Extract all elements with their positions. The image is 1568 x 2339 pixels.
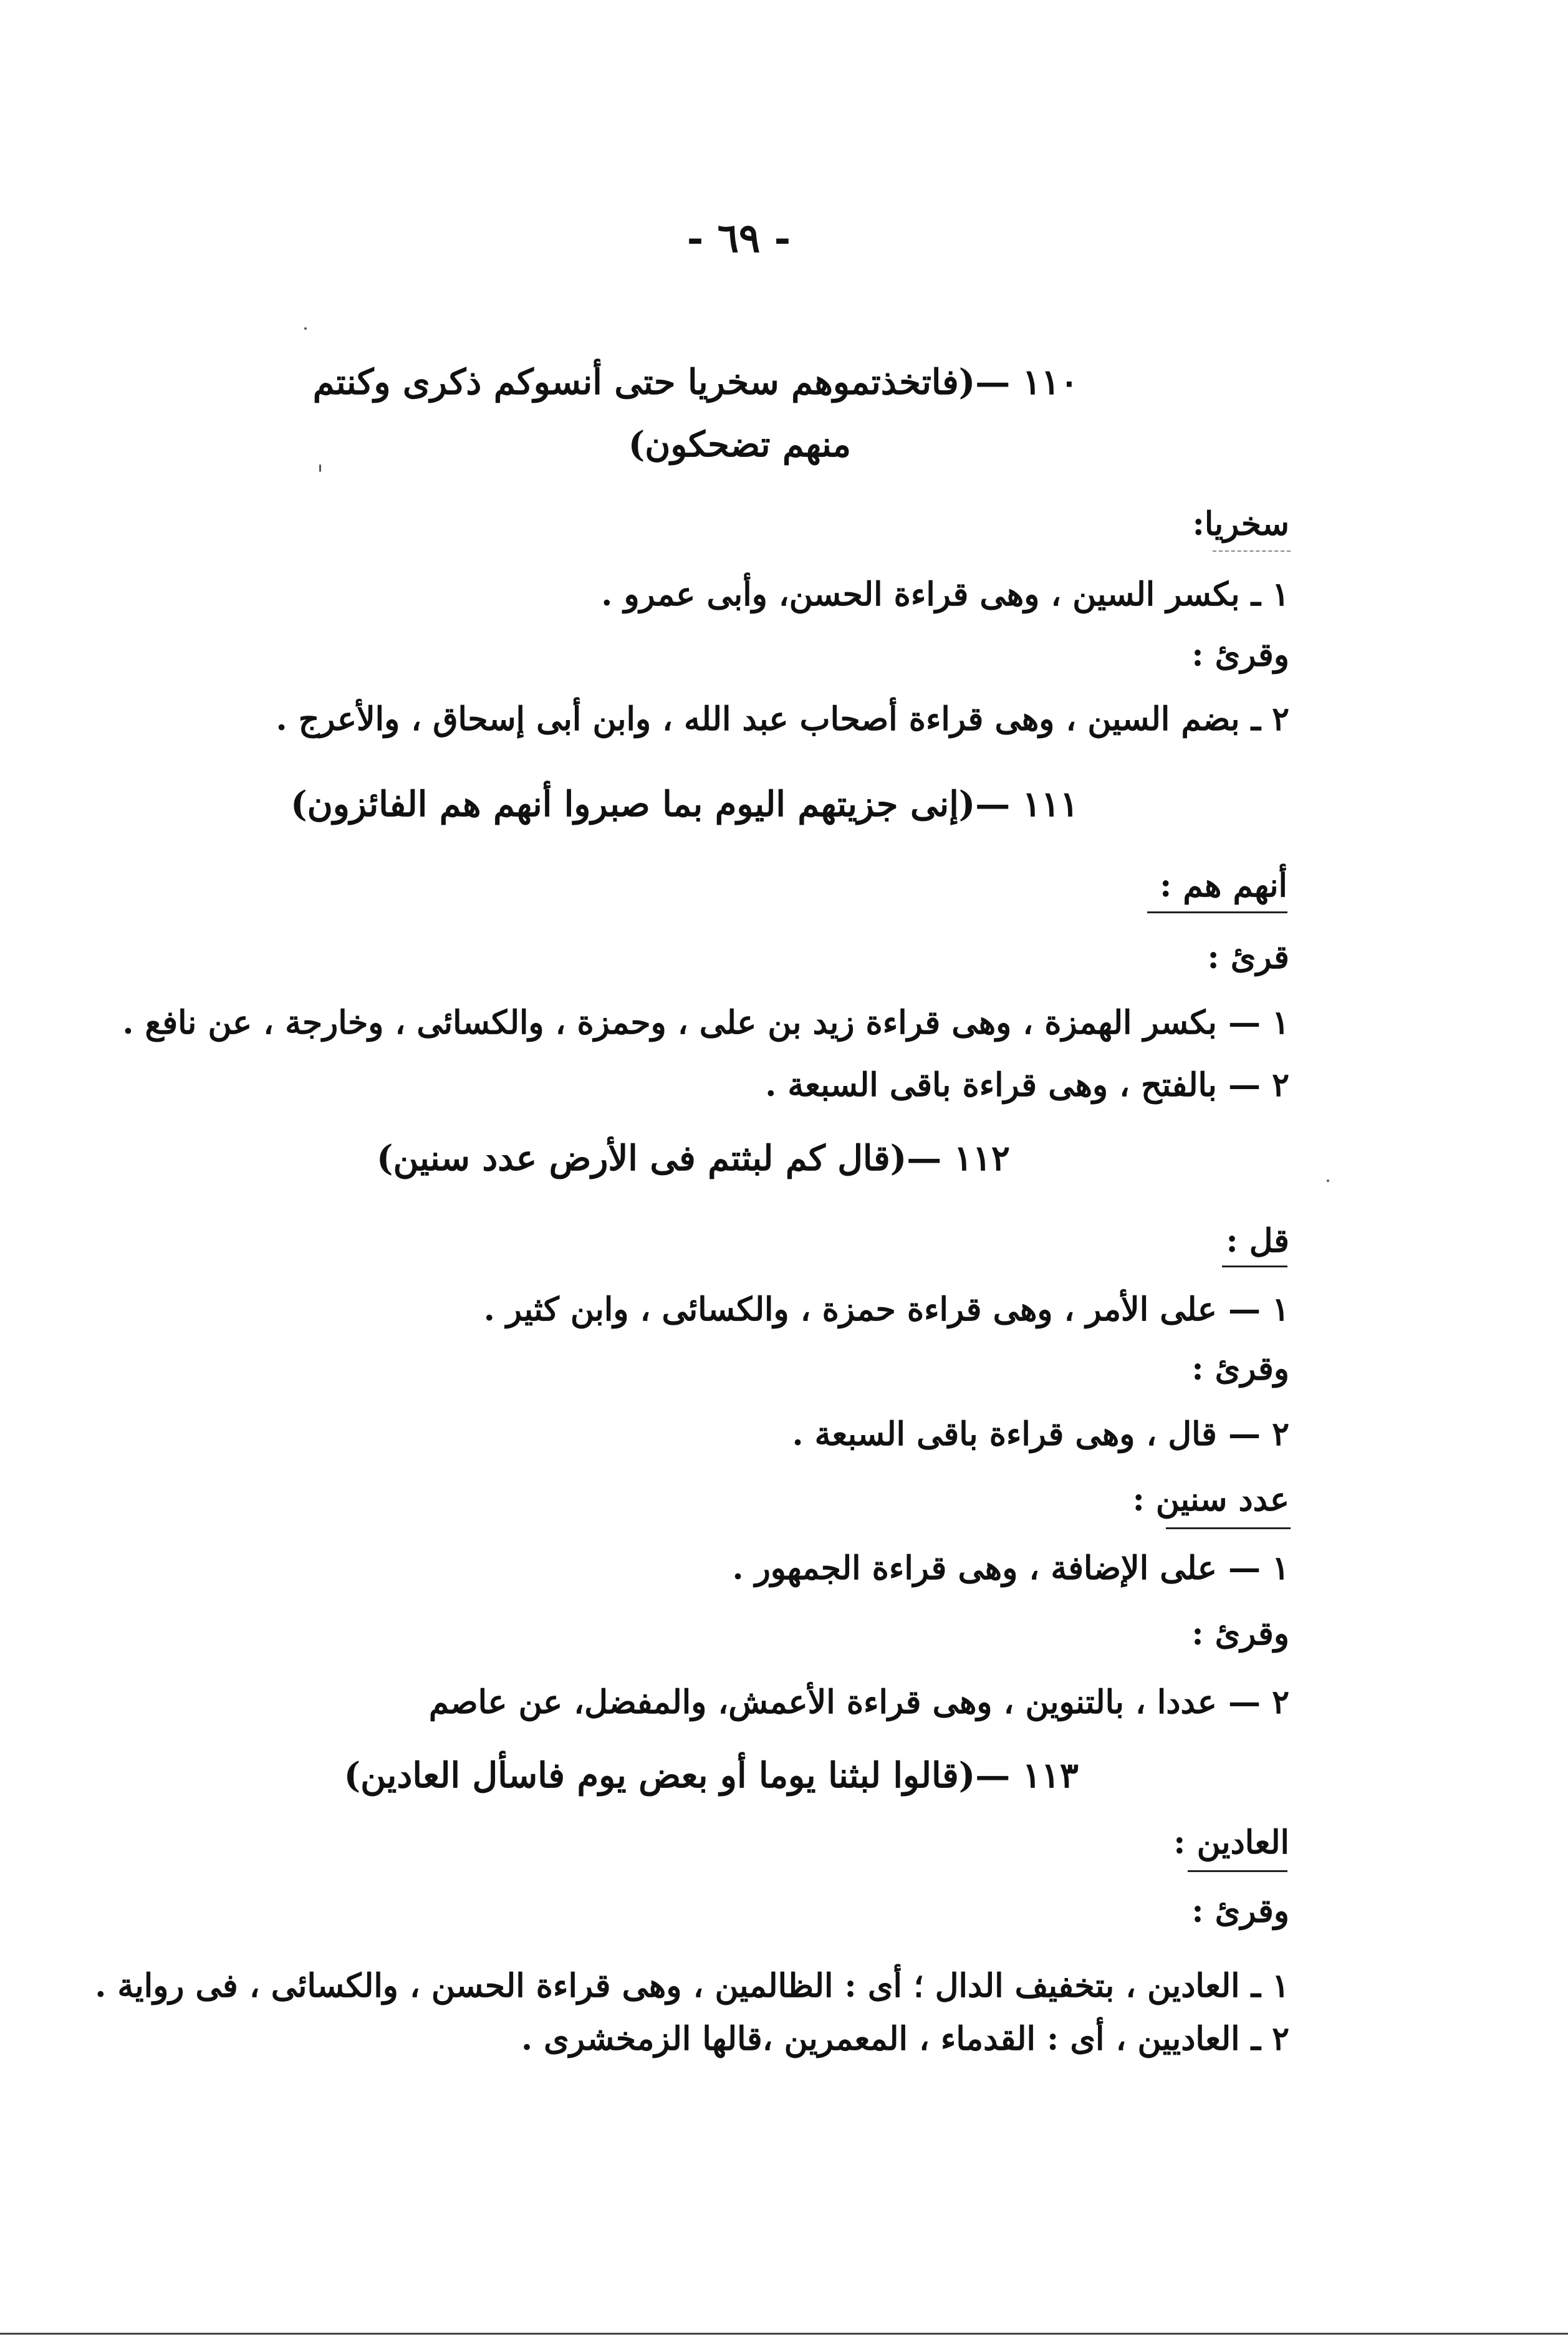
heading-underline xyxy=(1188,1870,1287,1872)
reading-adada-2: ٢ — عددا ، بالتنوين ، وهى قراءة الأعمش، والمفضل، عن عاصم xyxy=(428,1683,1289,1721)
reading-sikhriyya-2: ٢ ـ بضم السين ، وهى قراءة أصحاب عبد الله ، وابن أبى إسحاق ، والأعرج . xyxy=(276,700,1289,738)
heading-adada-sinin: عدد سنين : xyxy=(1132,1481,1289,1519)
wa-quri-label-1: وقرئ : xyxy=(1191,636,1289,674)
wa-quri-label-5: وقرئ : xyxy=(1191,1892,1289,1930)
reading-annahum-1: ١ — بكسر الهمزة ، وهى قراءة زيد بن على ، وحمزة ، والكسائى ، وخارجة ، عن نافع . xyxy=(122,1004,1289,1042)
reading-qul-2: ٢ — قال ، وهى قراءة باقى السبعة . xyxy=(792,1415,1289,1453)
heading-underline xyxy=(1147,911,1287,913)
verse-112: ١١٢ —(قال كم لبثتم فى الأرض عدد سنين) xyxy=(377,1138,1010,1179)
scan-speck xyxy=(1327,1179,1329,1182)
wa-quri-label-3: وقرئ : xyxy=(1191,1350,1289,1388)
scan-speck xyxy=(304,327,307,330)
heading-annahum: أنهم هم : xyxy=(1160,867,1287,905)
page-bottom-edge xyxy=(0,2333,1568,2335)
heading-qul: قل : xyxy=(1226,1222,1289,1260)
heading-underline xyxy=(1222,1266,1287,1267)
reading-adada-1: ١ — على الإضافة ، وهى قراءة الجمهور . xyxy=(732,1549,1289,1587)
verse-110-line-1: ١١٠ —(فاتخذتموهم سخريا حتى أنسوكم ذكرى وكنتم xyxy=(312,362,1079,403)
page-number: - ٦٩ - xyxy=(686,215,791,262)
reading-qul-1: ١ — على الأمر ، وهى قراءة حمزة ، والكسائى ، وابن كثير . xyxy=(483,1290,1289,1328)
heading-adin: العادين : xyxy=(1173,1823,1289,1861)
heading-dotted-rule xyxy=(1213,550,1291,552)
quri-label-2: قرئ : xyxy=(1207,938,1289,976)
wa-quri-label-4: وقرئ : xyxy=(1191,1615,1289,1653)
reading-sikhriyya-1: ١ ـ بكسر السين ، وهى قراءة الحسن، وأبى عمرو . xyxy=(601,575,1289,613)
reading-adin-1: ١ ـ العادين ، بتخفيف الدال ؛ أى : الظالمين ، وهى قراءة الحسن ، والكسائى ، فى رواية . xyxy=(95,1967,1289,2005)
reading-annahum-2: ٢ — بالفتح ، وهى قراءة باقى السبعة . xyxy=(765,1066,1289,1104)
verse-113: ١١٣ —(قالوا لبثنا يوما أو بعض يوم فاسأل العادين) xyxy=(344,1755,1079,1796)
scan-speck xyxy=(319,464,321,472)
verse-110-line-2: منهم تضحكون) xyxy=(628,424,851,465)
reading-adin-2: ٢ ـ العاديين ، أى : القدماء ، المعمرين ،قالها الزمخشرى . xyxy=(521,2020,1289,2058)
heading-sikhriyya: سخريا: xyxy=(1192,505,1289,543)
heading-underline xyxy=(1166,1527,1291,1529)
verse-111: ١١١ —(إنى جزيتهم اليوم بما صبروا أنهم هم الفائزون) xyxy=(291,784,1079,825)
